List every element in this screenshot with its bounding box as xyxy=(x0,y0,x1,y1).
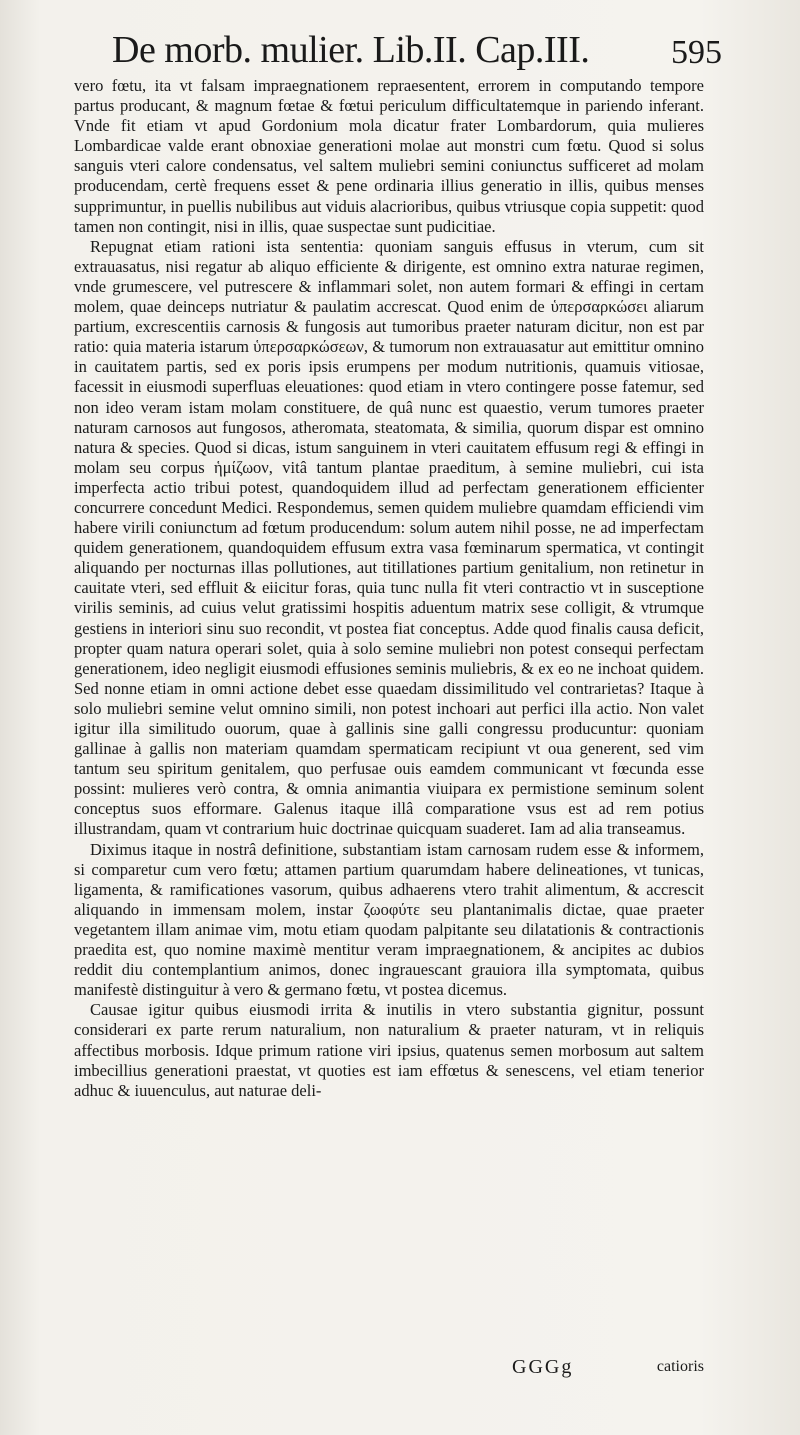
running-title: De morb. mulier. Lib.II. Cap.III. xyxy=(112,29,590,71)
paragraph-1: vero fœtu, ita vt falsam impraegnationem repraesentent, errorem in computando tempore partus producant, & magnum fœtae & fœtui periculum difficultatemque in pariendo inferant. Vnde fit etiam vt apud Gordonium mola dicatur frater Lombardorum, quia mulieres Lombardicae valde erant obnoxiae generationi molae aut monstri cum fœtu. Quod si solus sanguis vteri calore condensatus, vel saltem muliebri semini coniunctus sufficeret ad molam producendam, certè frequens esset & pene ordinaria illius generatio in illis, quibus menses supprimuntur, in puellis nubilibus aut viduis alacrioribus, quibus vtriusque copia suppetit: quod tamen non contingit, nisi in illis, quae suspectae sunt pudicitiae. xyxy=(74,76,704,236)
paragraph-3: Diximus itaque in nostrâ definitione, substantiam istam carnosam rudem esse & informem, si comparetur cum vero fœtu; attamen partium quarumdam habere delineationes, vt tunicas, ligamenta, & ramificationes vasorum, quibus adhaerens vtero trahit alimentum, & accrescit aliquando in immensam molem, instar ζωοφύτε seu plantanimalis dictae, quae praeter vegetantem illam animae vim, motu etiam quodam palpitante seu dilatationis & contractionis praedita est, quo nomine maximè mentitur veram impraegnationem, & ancipites ac dubios reddit diu contemplantium animos, donec ingrauescant grauiora illa symptomata, quibus manifestè distinguitur à vero & germano fœtu, vt postea dicemus. xyxy=(74,839,704,1000)
paragraph-4: Causae igitur quibus eiusmodi irrita & inutilis in vtero substantia gignitur, possunt considerari ex parte rerum naturalium, non naturalium & praeter naturam, vt in reliquis affectibus morbosis. Idque primum ratione viri ipsius, quatenus semen morbosum aut saltem imbecillius generationi praestat, vt quoties est iam effœtus & senescens, vel etiam tenerior adhuc & iuuenculus, aut naturae deli- xyxy=(74,1000,704,1100)
paragraph-2: Repugnat etiam rationi ista sententia: quoniam sanguis effusus in vterum, cum sit extrauasatus, nisi regatur ab aliquo efficiente & dirigente, est omnino extra naturae regimen, vnde grumescere, vel putrescere & inflammari solet, non autem formari & effingi in certam molem, quae deinceps nutriatur & paulatim accrescat. Quod enim de ὑπερσαρκώσει aliarum partium, excrescentiis carnosis & fungosis aut tumoribus praeter naturam dicitur, non est par ratio: quia materia istarum ὑπερσαρκώσεων, & tumorum non extrauasatur aut emittitur omnino in cauitatem partis, sed ex poris ipsis erumpens per modum nutritionis, quamuis vitiosae, facessit in eiusmodi superfluas eleuationes: quod etiam in vtero contingere posse fatemur, sed non ideo veram istam molam constituere, de quâ nunc est quaestio, verum tumores praeter naturam carnosos aut fungosos, atheromata, steatomata, & similia, quorum dispar est omnino natura & species. Quod si dicas, istum sanguinem in vteri cauitatem effusum regi & effingi in molam seu corpus ἡμίζωον, vitâ tantum plantae praeditum, à semine muliebri, cui ista imperfecta actio tribui potest, quandoquidem illud ad perfectam generationem efficienter concurrere concedunt Medici. Respondemus, semen quidem muliebre quamdam efficiendi vim habere virili coniunctum ad fœtum producendum: solum autem nihil posse, ne ad imperfectam quidem generationem, quandoquidem effusum extra vasa fœminarum spermatica, vt contingit aliquando per nocturnas illas pollutiones, aut titillationes partium genitalium, non retinetur in cauitate vteri, sed effluit & eiicitur foras, quia tunc nulla fit vteri contractio vt in susceptione virilis seminis, ad cuius velut gratissimi hospitis aduentum matrix sese colligit, & vtrumque gestiens in interiori sinu suo recondit, vt postea fiat conceptus. Adde quod finalis causa deficit, propter quam natura operari solet, quia à solo semine muliebri non potest consequi perfectam generationem, ideo negligit eiusmodi effusiones seminis muliebris, & ex eo ne inchoat quidem. Sed nonne etiam in omni actione debet esse quaedam dissimilitudo vel contrarietas? Itaque à solo muliebri semine velut omnino simili, non potest inchoari aut perfici illa actio. Non valet igitur illa similitudo ouorum, quae à gallinis sine galli congressu producuntur: quoniam gallinae à gallis non materiam quamdam spermaticam recipiunt vt oua generent, sed vim tantum seu spiritum genitalem, quo perfusae ouis eamdem communicant vt fœcunda esse possint: mulieres verò contra, & omnia animantia viuipara ex permistione seminum solent conceptus suos efformare. Galenus itaque illâ comparatione vsus est ad rem potius illustrandam, quam vt contrarium huic doctrinae quicquam suaderet. Iam ad alia transeamus. xyxy=(74,236,704,839)
signature-mark: GGGg xyxy=(512,1356,574,1378)
main-text xyxy=(74,76,704,1101)
page-number: 595 xyxy=(671,34,722,71)
page-footer xyxy=(74,1356,704,1380)
catchword: catioris xyxy=(656,1358,704,1375)
